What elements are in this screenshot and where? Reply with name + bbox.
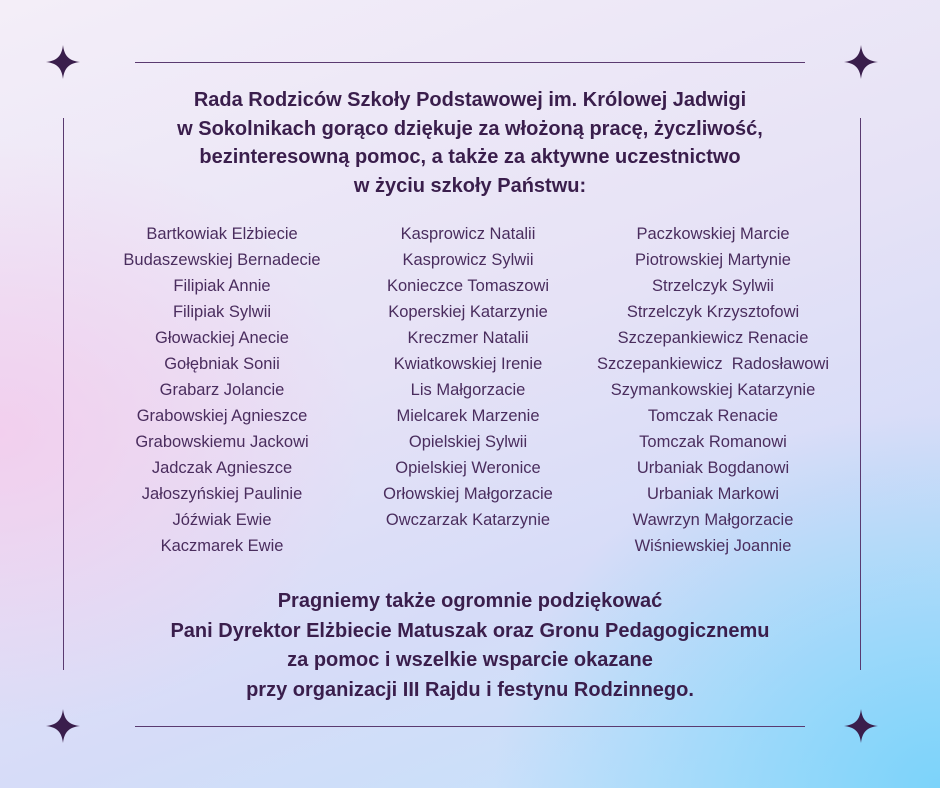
name-item: Kreczmer Natalii [407,329,529,347]
names-column-3 [583,221,843,559]
intro-line: bezinteresowną pomoc, a także za aktywne uczestnictwo [199,146,741,168]
frame-bottom-line [135,726,805,727]
name-item: Szczepankiewicz Radosławowi [596,355,829,373]
name-item: Kwiatkowskiej Irenie [393,355,543,373]
name-item: Owczarzak Katarzynie [385,511,551,529]
frame-left-line [63,118,64,670]
name-item: Grabowskiemu Jackowi [135,433,309,451]
sparkle-star-icon [46,45,80,79]
sparkle-star-icon [844,45,878,79]
closing-line: Pani Dyrektor Elżbiecie Matuszak oraz Gronu Pedagogicznemu [170,619,770,642]
name-item: Koperskiej Katarzynie [388,303,548,321]
name-item: Urbaniak Bogdanowi [636,459,790,477]
sparkle-star-icon [46,709,80,743]
name-item: Strzelczyk Sylwii [652,277,774,295]
name-item: Paczkowskiej Marcie [636,225,790,243]
names-column-1 [92,221,352,559]
name-item: Lis Małgorzacie [410,381,526,399]
name-item: Tomczak Renacie [647,407,779,425]
name-item: Grabowskiej Agnieszce [136,407,308,425]
names-column-2 [338,221,598,533]
name-item: Szymankowskiej Katarzynie [610,381,816,399]
name-item: Strzelczyk Krzysztofowi [626,303,800,321]
name-item: Urbaniak Markowi [646,485,780,503]
name-item: Wawrzyn Małgorzacie [632,511,794,529]
name-item: Głowackiej Anecie [155,329,289,347]
name-item: Mielcarek Marzenie [396,407,540,425]
name-item: Szczepankiewicz Renacie [617,329,809,347]
name-item: Jałoszyńskiej Paulinie [141,485,303,503]
closing-line: Pragniemy także ogromnie podziękować [277,590,663,612]
name-item: Jóźwiak Ewie [172,511,272,529]
frame-right-line [860,118,861,670]
name-item: Budaszewskiej Bernadecie [123,251,321,269]
name-item: Kasprowicz Sylwii [402,251,534,269]
intro-line: w życiu szkoły Państwu: [353,174,587,197]
closing-line: przy organizacji III Rajdu i festynu Rodzinnego. [246,678,694,701]
name-item: Piotrowskiej Martynie [635,251,791,269]
name-item: Filipiak Annie [173,277,271,295]
name-item: Bartkowiak Elżbiecie [146,225,298,243]
name-item: Opielskiej Sylwii [408,433,528,451]
name-item: Kaczmarek Ewie [160,537,284,555]
name-item: Opielskiej Weronice [395,459,541,477]
name-item: Filipiak Sylwii [172,303,272,321]
name-item: Wiśniewskiej Joannie [634,537,792,555]
name-item: Tomczak Romanowi [639,433,787,451]
closing-paragraph [100,587,840,705]
frame-top-line [135,62,805,63]
intro-line: w Sokolnikach gorąco dziękuje za włożoną pracę, życzliwość, [177,117,763,140]
name-item: Grabarz Jolancie [159,381,285,399]
name-item: Orłowskiej Małgorzacie [383,485,553,503]
name-item: Gołębniak Sonii [164,355,280,373]
intro-paragraph [100,86,840,200]
name-item: Kasprowicz Natalii [400,225,536,243]
closing-line: za pomoc i wszelkie wsparcie okazane [287,649,653,671]
name-item: Jadczak Agnieszce [151,459,293,477]
sparkle-star-icon [844,709,878,743]
name-item: Konieczce Tomaszowi [386,277,550,295]
intro-line: Rada Rodziców Szkoły Podstawowej im. Królowej Jadwigi [193,89,747,111]
